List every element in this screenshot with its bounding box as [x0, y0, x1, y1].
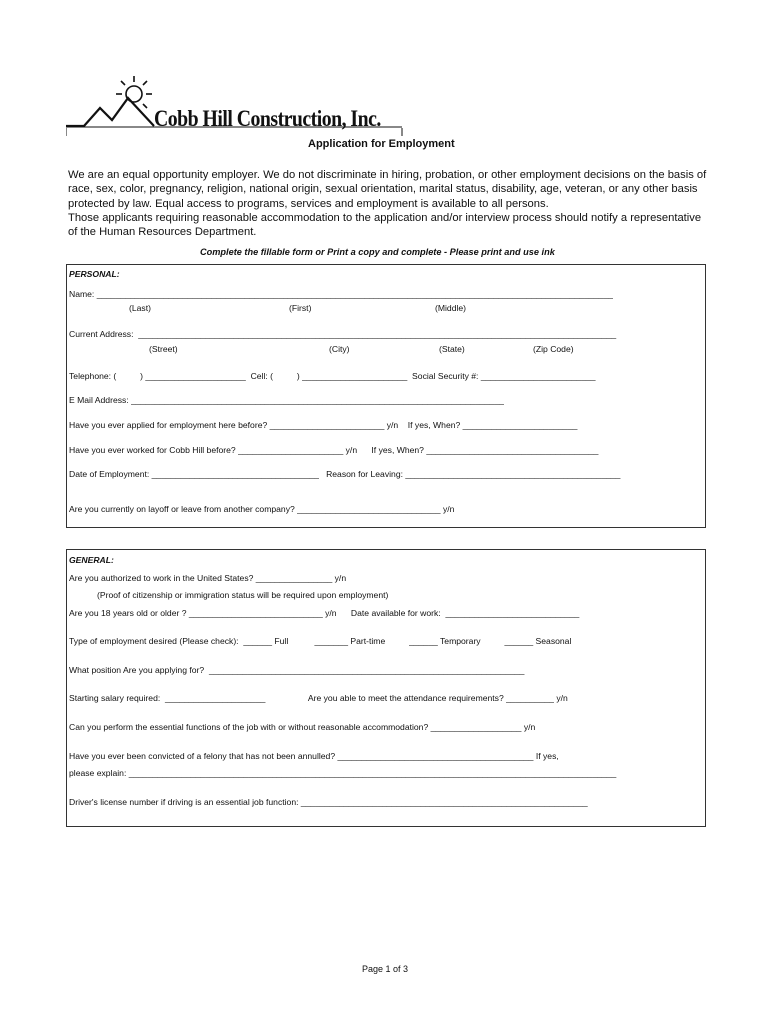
address-field[interactable]: Current Address: ____________________________________________________________________________________________________ — [69, 329, 617, 339]
name-first-label: (First) — [289, 303, 312, 313]
company-name: Cobb Hill Construction, Inc. — [154, 106, 381, 131]
age-field[interactable]: Are you 18 years old or older ? ____________________________ y/n Date available for work: ____________________________ — [69, 608, 580, 618]
telephone-field[interactable]: Telephone: ( ) _____________________ Cell: ( ) ______________________ Social Security #: ________________________ — [69, 371, 596, 381]
layoff-field[interactable]: Are you currently on layoff or leave from another company? ______________________________ y/n — [69, 504, 455, 514]
address-zip-label: (Zip Code) — [533, 344, 574, 354]
page-title: Application for Employment — [308, 138, 455, 150]
address-city-label: (City) — [329, 344, 350, 354]
applied-before-field[interactable]: Have you ever applied for employment here before? ________________________ y/n If yes, When? ________________________ — [69, 420, 578, 430]
salary-field[interactable]: Starting salary required: _____________________ Are you able to meet the attendance requirements? __________ y/n — [69, 693, 568, 703]
essential-functions-field[interactable]: Can you perform the essential functions of the job with or without reasonable accommodation? ___________________ y/n — [69, 722, 536, 732]
employment-type-field[interactable]: Type of employment desired (Please check): ______ Full _______ Part-time ______ Temporary ______ Seasonal — [69, 636, 572, 646]
felony-explain-field[interactable]: please explain: ______________________________________________________________________________________________________ — [69, 768, 617, 778]
date-employment-field[interactable]: Date of Employment: ___________________________________ Reason for Leaving: _____________________________________________ — [69, 469, 621, 479]
intro-paragraph: Those applicants requiring reasonable accommodation to the application and/or interview process should notify a representative of the Human Resources Department. — [68, 211, 702, 239]
name-field[interactable]: Name: ____________________________________________________________________________________________________________ — [69, 289, 613, 299]
email-field[interactable]: E Mail Address: ______________________________________________________________________________ — [69, 395, 504, 405]
address-street-label: (Street) — [149, 344, 178, 354]
name-last-label: (Last) — [129, 303, 151, 313]
worked-before-field[interactable]: Have you ever worked for Cobb Hill before? ______________________ y/n If yes, When? ____________________________________ — [69, 445, 599, 455]
section-heading: GENERAL: — [69, 555, 114, 565]
position-field[interactable]: What position Are you applying for? __________________________________________________________________ — [69, 665, 525, 675]
proof-note: (Proof of citizenship or immigration status will be required upon employment) — [97, 590, 389, 600]
page-number: Page 1 of 3 — [361, 964, 409, 974]
intro-paragraph: We are an equal opportunity employer. We do not discriminate in hiring, probation, or other employment decisions on the basis of race, sex, color, pregnancy, religion, national origin, sexual orientation, marital status, disability, age, veteran, or any other basis protected by law. Equal access to programs, services and employment is available to all persons. — [68, 169, 707, 210]
drivers-license-field[interactable]: Driver's license number if driving is an essential job function: ____________________________________________________________ — [69, 797, 588, 807]
section-heading: PERSONAL: — [69, 269, 120, 279]
name-middle-label: (Middle) — [435, 303, 467, 313]
felony-field[interactable]: Have you ever been convicted of a felony that has not been annulled? _________________________________________ If yes, — [69, 751, 559, 761]
general-section — [66, 549, 706, 827]
address-state-label: (State) — [439, 344, 465, 354]
intro-text — [68, 168, 708, 239]
personal-section — [66, 264, 706, 528]
instruction-text: Complete the fillable form or Print a copy and complete - Please print and use ink — [200, 247, 555, 257]
authorized-field[interactable]: Are you authorized to work in the United States? ________________ y/n — [69, 573, 347, 583]
